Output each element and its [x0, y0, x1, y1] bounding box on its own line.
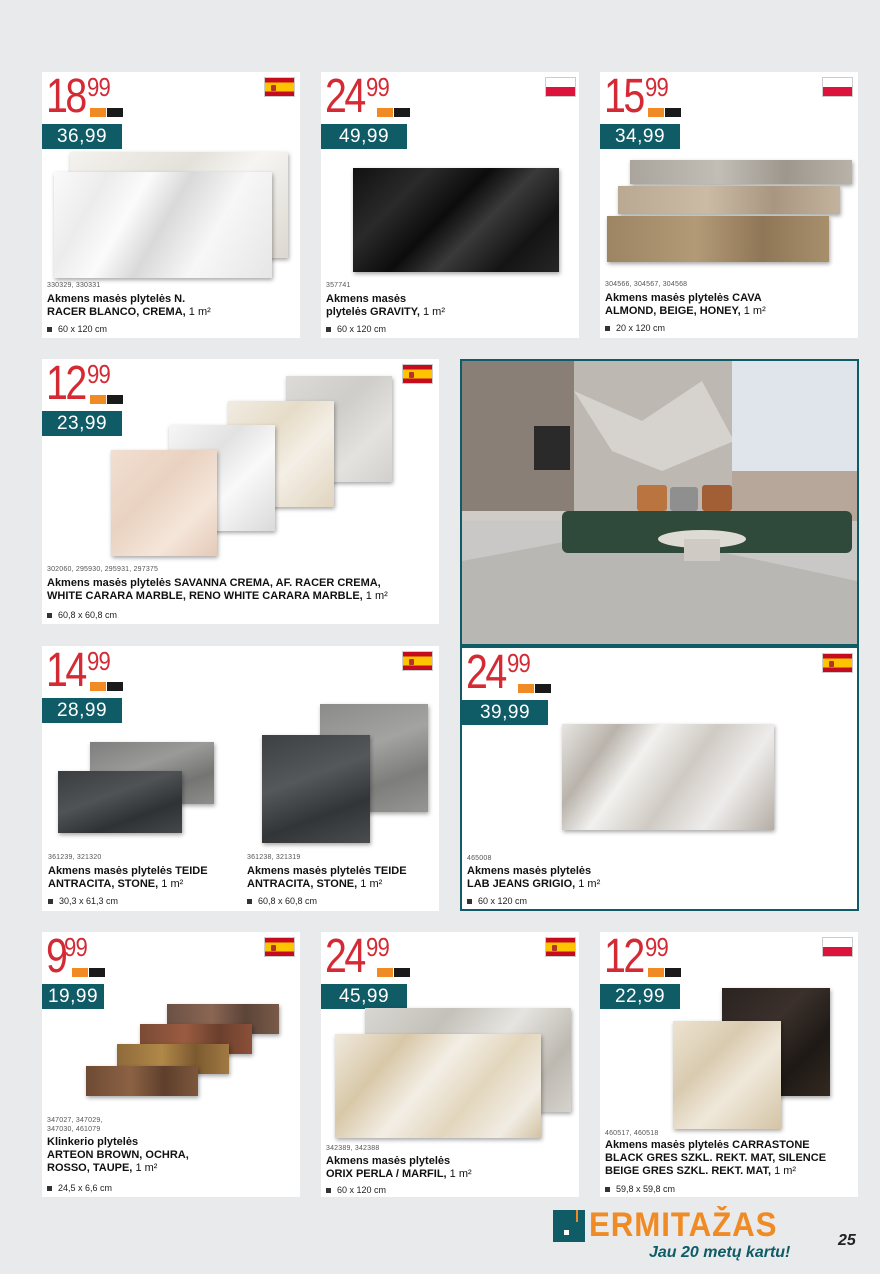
brand-slogan: Jau 20 metų kartu!	[649, 1244, 791, 1261]
spain-flag-icon	[822, 653, 853, 673]
old-price: 34,99	[600, 124, 680, 149]
price: 12 99	[46, 359, 111, 410]
product-title: Klinkerio plytelės ARTEON BROWN, OCHRA, ROSSO, TAUPE, 1 m²	[47, 1136, 189, 1174]
photo-artwork	[534, 426, 570, 470]
logo-accent	[576, 1210, 578, 1222]
payment-icons	[90, 682, 123, 691]
poland-flag-icon	[822, 77, 853, 97]
old-price: 36,99	[42, 124, 122, 149]
tile-image	[562, 724, 774, 830]
payment-icons	[90, 108, 123, 117]
product-code: 465008	[467, 855, 492, 862]
product-title: Akmens masės plytelės SAVANNA CREMA, AF. RACER CREMA, WHITE CARARA MARBLE, RENO WHITE CARARA MARBLE, 1 m²	[47, 577, 388, 602]
payment-icons	[648, 968, 681, 977]
product-title: Akmens masės plytelės CARRASTONE BLACK GRES SZKL. REKT. MAT, SILENCE BEIGE GRES SZKL. REKT. MAT, 1 m²	[605, 1139, 827, 1177]
product-card-savanna[interactable]	[42, 359, 439, 624]
spain-flag-icon	[264, 937, 295, 957]
old-price: 23,99	[42, 411, 122, 436]
product-code: 330329, 330331	[47, 282, 101, 289]
payment-icons	[377, 968, 410, 977]
product-title: Akmens masės plytelės N. RACER BLANCO, CREMA, 1 m²	[47, 293, 211, 318]
poland-flag-icon	[822, 937, 853, 957]
old-price: 19,99	[42, 984, 104, 1009]
tile-image	[54, 172, 272, 278]
old-price: 22,99	[600, 984, 680, 1009]
product-card-lab-jeans[interactable]	[460, 646, 859, 911]
product-size: 60 x 120 cm	[326, 1185, 386, 1195]
tile-image	[86, 1066, 198, 1096]
product-size: 60,8 x 60,8 cm	[47, 610, 117, 620]
product-size: 60 x 120 cm	[467, 896, 527, 906]
brand-name: ERMITAŽAS	[589, 1206, 778, 1244]
old-price: 49,99	[321, 124, 407, 149]
product-size: 30,3 x 61,3 cm	[48, 896, 118, 906]
page-number: 25	[838, 1232, 856, 1249]
product-size: 60 x 120 cm	[47, 324, 107, 334]
old-price: 39,99	[462, 700, 548, 725]
product-code: 361239, 321320	[48, 854, 102, 861]
product-code: 304566, 304567, 304568	[605, 281, 688, 288]
product-card-arteon[interactable]	[42, 932, 300, 1197]
product-code: 342389, 342388	[326, 1145, 380, 1152]
photo-cushion	[637, 485, 667, 511]
price: 18 99	[46, 72, 111, 123]
product-code: 347027, 347029, 347030, 461079	[47, 1117, 103, 1133]
price: 15 99	[604, 72, 669, 123]
product-code: 302060, 295930, 295931, 297375	[47, 566, 159, 573]
tile-image	[262, 735, 370, 843]
payment-icons	[648, 108, 681, 117]
tile-image	[335, 1034, 541, 1138]
old-price: 28,99	[42, 698, 122, 723]
payment-icons	[518, 684, 551, 693]
product-title: Akmens masės plytelės LAB JEANS GRIGIO, 1 m²	[467, 865, 601, 890]
photo-cushion	[670, 487, 698, 511]
product-code: 460517, 460518	[605, 1130, 659, 1137]
spain-flag-icon	[264, 77, 295, 97]
tile-image	[607, 216, 829, 262]
photo-cushion	[702, 485, 732, 511]
poland-flag-icon	[545, 77, 576, 97]
price: 9 99	[46, 932, 87, 983]
product-size: 60 x 120 cm	[326, 324, 386, 334]
payment-icons	[377, 108, 410, 117]
tile-image	[353, 168, 559, 272]
tile-image	[58, 771, 182, 833]
product-card-teide[interactable]	[42, 646, 439, 911]
tile-image	[111, 450, 217, 556]
photo-table-base	[684, 539, 720, 561]
product-card-cava[interactable]	[600, 72, 858, 338]
product-size: 20 x 120 cm	[605, 323, 665, 333]
product-code: 357741	[326, 282, 351, 289]
product-card-carrastone[interactable]	[600, 932, 858, 1197]
logo-mark-icon	[553, 1210, 585, 1242]
product-card-racer[interactable]	[42, 72, 300, 338]
product-card-orix[interactable]	[321, 932, 579, 1197]
brand-logo	[553, 1206, 813, 1266]
price: 24 99	[466, 646, 531, 699]
price: 14 99	[46, 646, 111, 697]
price: 24 99	[325, 72, 390, 123]
old-price: 45,99	[321, 984, 407, 1009]
product-size: 24,5 x 6,6 cm	[47, 1183, 112, 1193]
spain-flag-icon	[402, 364, 433, 384]
product-title: Akmens masės plytelės TEIDE ANTRACITA, STONE, 1 m²	[48, 865, 208, 890]
product-size: 59,8 x 59,8 cm	[605, 1184, 675, 1194]
price: 24 99	[325, 932, 390, 983]
product-title: Akmens masės plytelės ORIX PERLA / MARFIL, 1 m²	[326, 1155, 472, 1180]
price: 12 99	[604, 932, 669, 983]
tile-image	[673, 1021, 781, 1129]
product-title: Akmens masės plytelės GRAVITY, 1 m²	[326, 293, 445, 318]
product-title: Akmens masės plytelės CAVA ALMOND, BEIGE, HONEY, 1 m²	[605, 292, 766, 317]
product-code: 361238, 321319	[247, 854, 301, 861]
tile-image	[630, 160, 852, 184]
interior-photo	[460, 359, 859, 646]
product-title: Akmens masės plytelės TEIDE ANTRACITA, STONE, 1 m²	[247, 865, 407, 890]
payment-icons	[72, 968, 105, 977]
spain-flag-icon	[402, 651, 433, 671]
spain-flag-icon	[545, 937, 576, 957]
product-card-gravity[interactable]	[321, 72, 579, 338]
product-size: 60,8 x 60,8 cm	[247, 896, 317, 906]
tile-image	[618, 186, 840, 214]
payment-icons	[90, 395, 123, 404]
interior-illustration	[462, 361, 857, 644]
